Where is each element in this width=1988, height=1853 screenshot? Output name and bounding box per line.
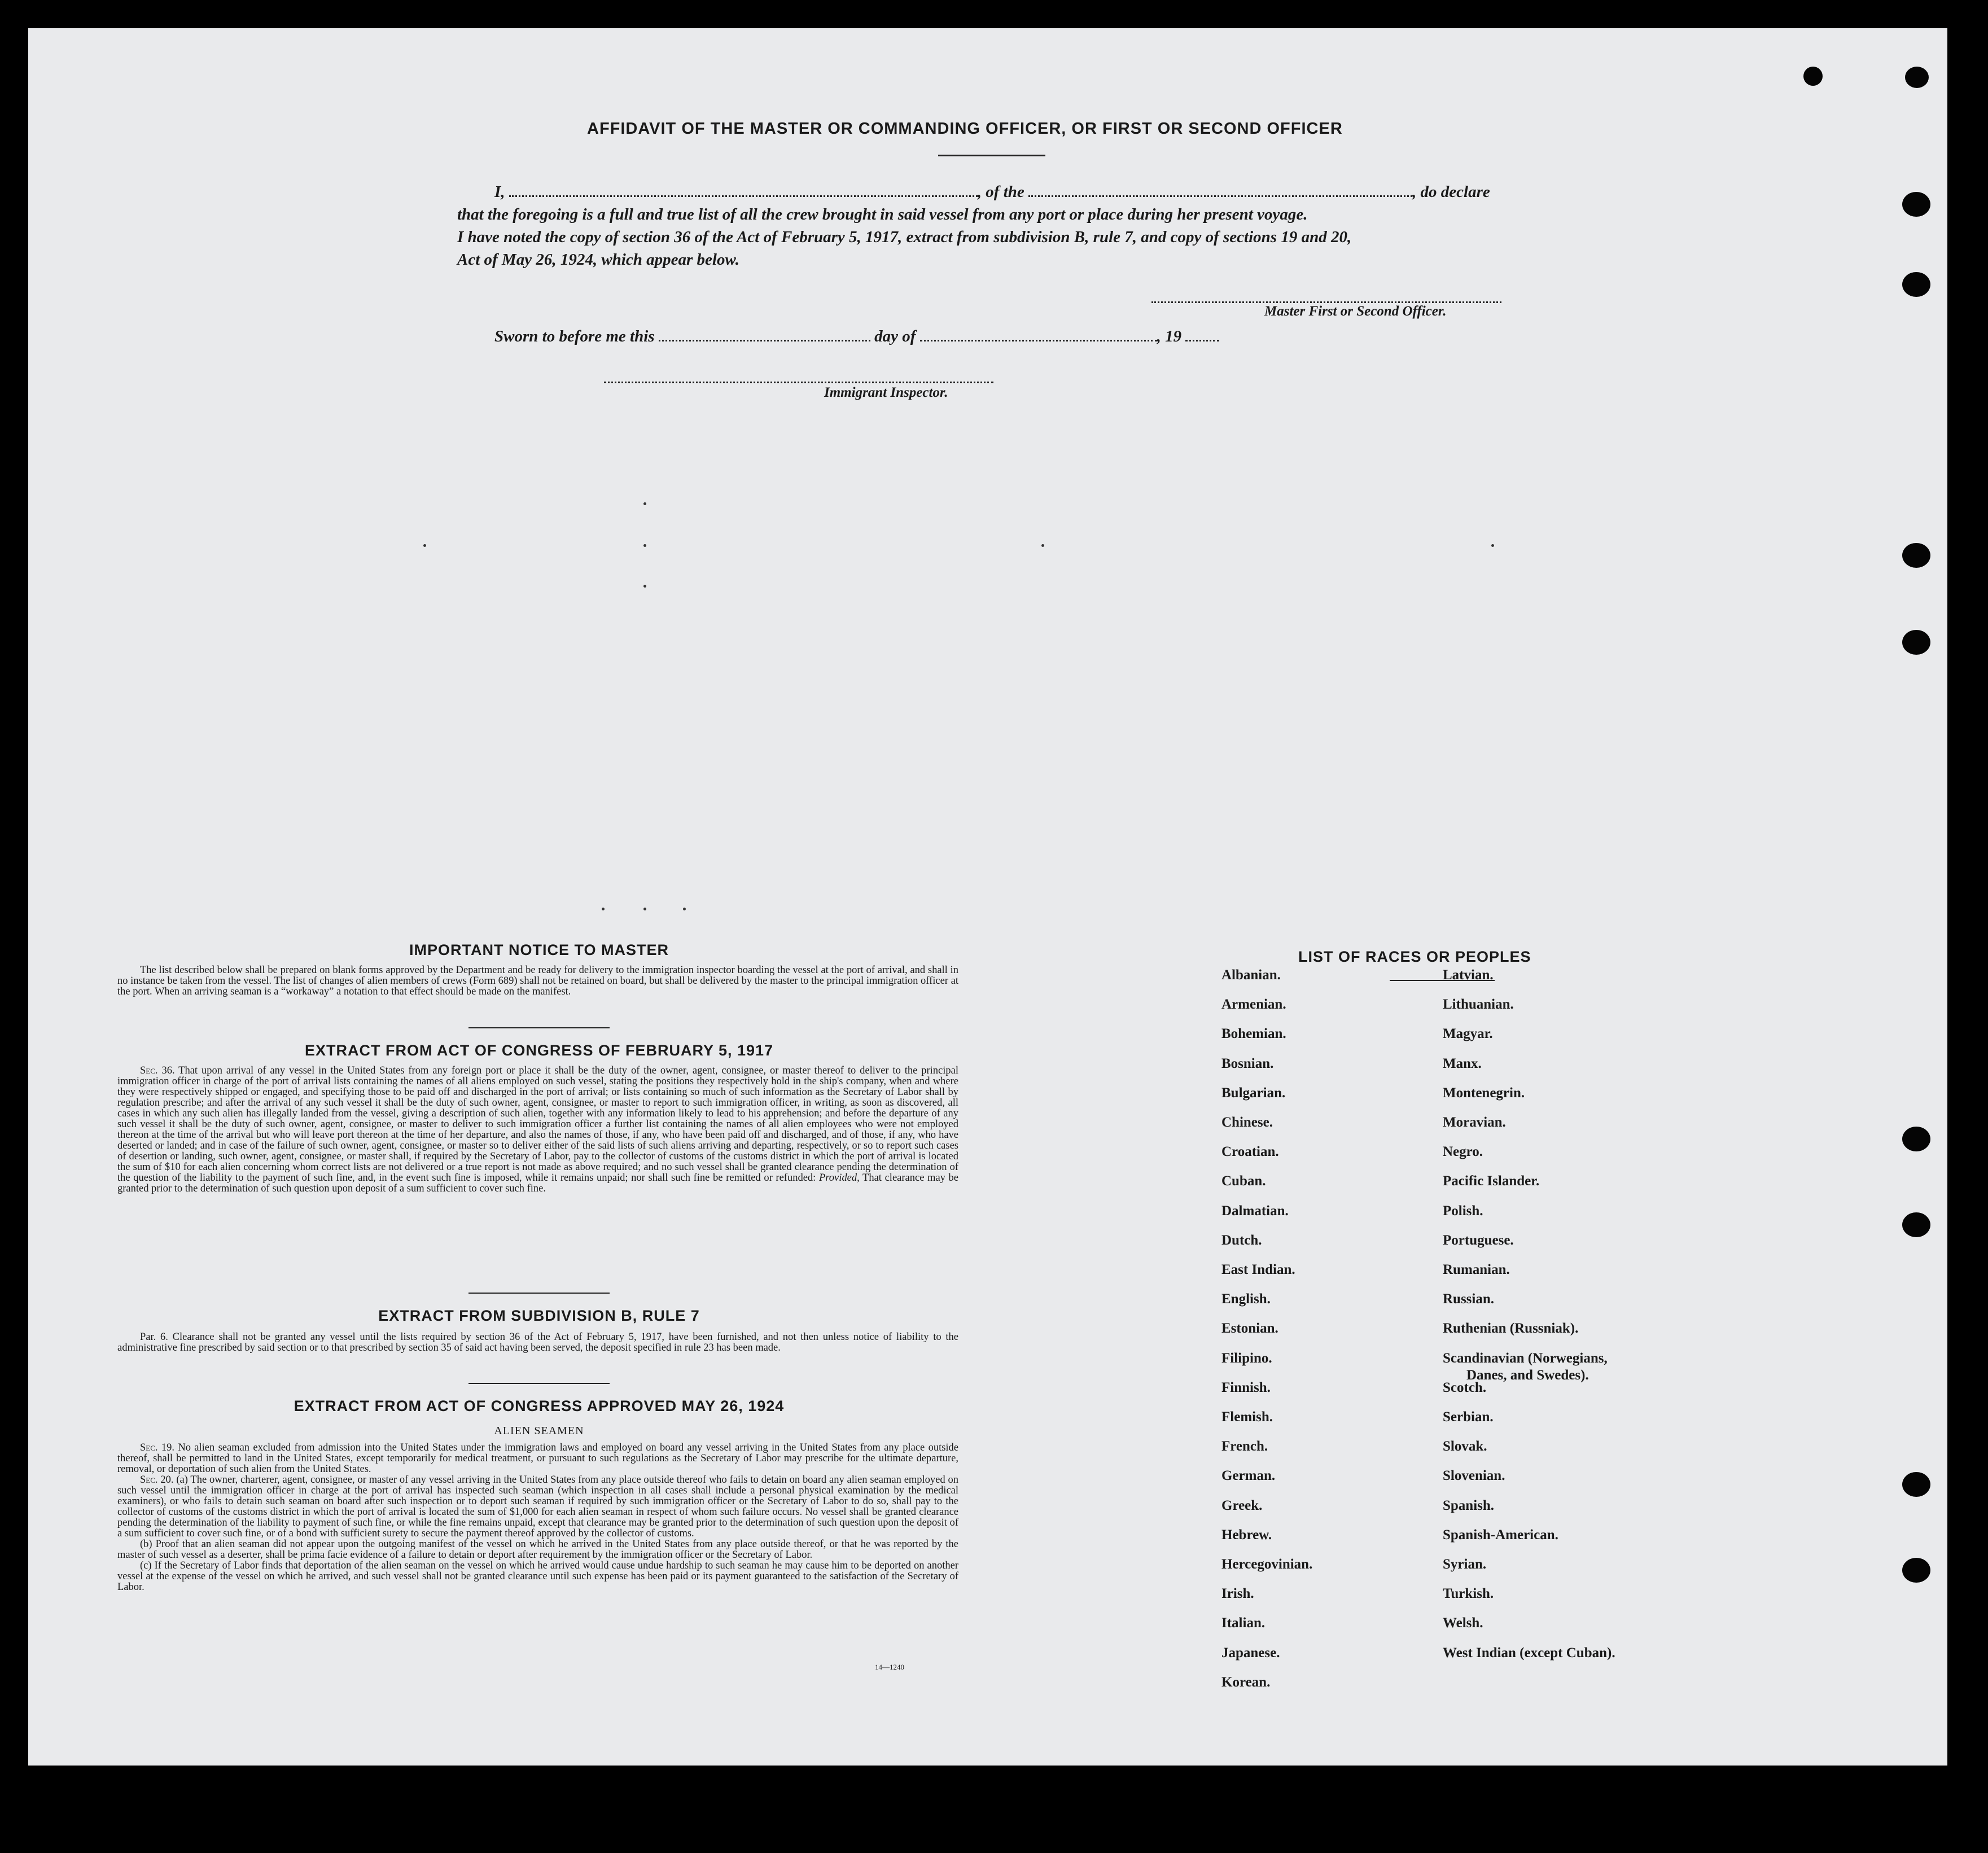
speck xyxy=(643,908,646,910)
race-item: Estonian. xyxy=(1221,1321,1278,1337)
vessel-blank[interactable] xyxy=(1028,182,1412,197)
race-item: Lithuanian. xyxy=(1443,997,1514,1013)
race-item: Serbian. xyxy=(1443,1409,1494,1425)
race-item: Armenian. xyxy=(1221,997,1286,1013)
form-sheet xyxy=(28,28,1947,1766)
month-blank[interactable] xyxy=(920,326,1157,341)
race-item: Filipino. xyxy=(1221,1350,1272,1366)
race-item: East Indian. xyxy=(1221,1262,1295,1277)
notice-text xyxy=(117,965,958,997)
race-item: Hercegovinian. xyxy=(1221,1557,1313,1572)
race-item: Moravian. xyxy=(1443,1115,1506,1130)
speck xyxy=(643,585,646,588)
race-item: Bulgarian. xyxy=(1221,1085,1286,1101)
race-item: Hebrew. xyxy=(1221,1527,1272,1543)
sec-36-text-end: That clearance may be granted prior to the determination of such question upon deposit of a sum sufficient to cover such fine. xyxy=(117,1172,959,1194)
race-item: Albanian. xyxy=(1221,967,1281,983)
race-item: Danes, and Swedes). xyxy=(1466,1367,1589,1383)
punch-hole xyxy=(1902,1558,1930,1583)
race-item: Slovak. xyxy=(1443,1439,1487,1455)
race-item: Dalmatian. xyxy=(1221,1203,1289,1219)
section-rule xyxy=(468,1293,610,1294)
race-item: Portuguese. xyxy=(1443,1232,1514,1248)
sec-20c-text: (c) If the Secretary of Labor finds that deportation of the alien seaman on the vessel on which he arrived would cause undue hardship to such seaman he may cause him to be deported on another vessel at the expense of the vessel on which he arrived, and such vessel shall not be granted clearance until such expense has been paid or its payment guaranteed to the satisfaction of the Secretary of Labor. xyxy=(117,1560,958,1593)
race-item: Scandinavian (Norwegians, xyxy=(1443,1350,1608,1366)
inspector-signature-line[interactable] xyxy=(604,382,993,383)
speck xyxy=(643,502,646,505)
race-item: French. xyxy=(1221,1439,1268,1455)
race-item: Negro. xyxy=(1443,1144,1483,1160)
extract-1924-text xyxy=(117,1443,958,1593)
race-item: Irish. xyxy=(1221,1586,1254,1602)
race-item: Turkish. xyxy=(1443,1586,1494,1602)
punch-hole xyxy=(1902,192,1930,217)
race-item: German. xyxy=(1221,1468,1276,1484)
declaration-do-declare: , do declare xyxy=(1412,183,1490,201)
race-item: Greek. xyxy=(1221,1497,1263,1513)
sec-36-label: Sec. 36. xyxy=(140,1065,175,1076)
alien-seamen-subtitle: ALIEN SEAMEN xyxy=(494,1425,584,1437)
race-item: Syrian. xyxy=(1443,1557,1487,1572)
declaration-line-2: that the foregoing is a full and true list of all the crew brought in said vessel from any port or place during her present voyage. xyxy=(457,205,1308,224)
race-item: Rumanian. xyxy=(1443,1262,1510,1277)
race-item: Polish. xyxy=(1443,1203,1483,1219)
extract-1924-title: EXTRACT FROM ACT OF CONGRESS APPROVED MAY 26, 1924 xyxy=(294,1398,785,1414)
punch-hole xyxy=(1902,1472,1930,1497)
race-item: West Indian (except Cuban). xyxy=(1443,1645,1615,1661)
day-of-label: day of xyxy=(874,327,916,345)
sec-19-text: No alien seaman excluded from admission into the United States under the immigration laws and employed on board any vessel arriving in the United States from any place outside thereof, shall be permitted to land in the United States, except temporarily for medical treatment, or pursuant to such regulations as the Secretary of Labor may prescribe for the ultimate departure, removal, or deportation of such alien from the United States. xyxy=(117,1442,959,1475)
notice-title: IMPORTANT NOTICE TO MASTER xyxy=(409,941,669,958)
punch-hole xyxy=(1902,1212,1930,1237)
punch-hole xyxy=(1902,1127,1930,1151)
races-title: LIST OF RACES OR PEOPLES xyxy=(1298,948,1531,965)
provided-label: Provided, xyxy=(818,1172,860,1184)
race-item: Montenegrin. xyxy=(1443,1085,1525,1101)
subdivision-b-text xyxy=(117,1332,958,1353)
race-item: Latvian. xyxy=(1443,967,1494,983)
section-rule xyxy=(468,1383,610,1384)
declaration-line-4: Act of May 26, 1924, which appear below. xyxy=(457,251,739,269)
race-item: Japanese. xyxy=(1221,1645,1280,1661)
punch-hole xyxy=(1905,67,1929,88)
master-signature-label: Master First or Second Officer. xyxy=(1264,304,1447,319)
declaration-text xyxy=(457,181,1564,271)
year-blank[interactable] xyxy=(1185,326,1219,341)
declaration-of-the: , of the xyxy=(977,183,1024,201)
section-rule xyxy=(468,1027,610,1028)
day-blank[interactable] xyxy=(659,326,870,341)
sec-20a-text: (a) The owner, charterer, agent, consignee, or master of any vessel arriving in the United States from any place outside thereof who fails to detain on board any alien seaman employed on such vessel until the immigration officer in charge at the port of arrival has inspected such seaman (which inspection in all cases shall include a personal physical examination by the medical examiners), or who fails to detain such seaman on board after such inspection or to deport such seaman if required by such immigration officer or the Secretary of Labor to do so, shall pay to the collector of customs of the customs district in which the port of arrival is located the sum of $1,000 for each alien seaman in respect of whom such failure occurs. No vessel shall be granted clearance pending the determination of the liability to payment of such fine, or while the fine remains unpaid, except that clearance may be granted prior to the determination of such question upon the deposit of a sum sufficient to cover such fine, or of a bond with sufficient surety to secure the payment thereof approved by the collector of customs. xyxy=(117,1474,959,1539)
race-item: Italian. xyxy=(1221,1615,1266,1631)
speck xyxy=(643,544,646,547)
title-rule xyxy=(938,155,1045,156)
punch-hole xyxy=(1902,272,1930,297)
race-item: Croatian. xyxy=(1221,1144,1279,1160)
declaration-i: I, xyxy=(494,183,505,201)
year-label: , 19 xyxy=(1157,327,1182,345)
race-item: Dutch. xyxy=(1221,1232,1262,1248)
race-item: Manx. xyxy=(1443,1055,1482,1071)
form-number: 14—1240 xyxy=(875,1663,904,1671)
affidavit-title: AFFIDAVIT OF THE MASTER OR COMMANDING OFFICER, OR FIRST OR SECOND OFFICER xyxy=(587,120,1343,138)
race-item: Flemish. xyxy=(1221,1409,1273,1425)
extract-1917-title: EXTRACT FROM ACT OF CONGRESS OF FEBRUARY 5, 1917 xyxy=(304,1042,774,1059)
punch-hole xyxy=(1902,543,1930,568)
speck xyxy=(1041,544,1044,547)
race-item: Magyar. xyxy=(1443,1026,1493,1042)
race-item: Bosnian. xyxy=(1221,1055,1274,1071)
name-blank[interactable] xyxy=(509,182,978,197)
punch-hole xyxy=(1902,630,1930,655)
race-item: Pacific Islander. xyxy=(1443,1173,1540,1189)
declaration-line-3: I have noted the copy of section 36 of the Act of February 5, 1917, extract from subdivision B, rule 7, and copy of sections 19 and 20, xyxy=(457,228,1352,246)
speck xyxy=(1491,544,1494,547)
race-item: Slovenian. xyxy=(1443,1468,1505,1484)
subdivision-b-title: EXTRACT FROM SUBDIVISION B, RULE 7 xyxy=(378,1307,700,1324)
race-item: Spanish. xyxy=(1443,1497,1495,1513)
race-item: Spanish-American. xyxy=(1443,1527,1558,1543)
race-item: Russian. xyxy=(1443,1291,1495,1307)
race-item: Welsh. xyxy=(1443,1615,1483,1631)
master-signature-line[interactable] xyxy=(1151,301,1501,303)
speck xyxy=(602,908,605,910)
race-item: Ruthenian (Russniak). xyxy=(1443,1321,1579,1337)
race-item: Finnish. xyxy=(1221,1379,1271,1395)
race-item: English. xyxy=(1221,1291,1271,1307)
sec-20-label: Sec. 20. xyxy=(140,1474,174,1486)
sec-19-label: Sec. 19. xyxy=(140,1442,174,1453)
sworn-line xyxy=(494,326,1219,346)
sec-20b-text: (b) Proof that an alien seaman did not appear upon the outgoing manifest of the vessel on which he arrived in the United States from any place outside thereof, or that he was reported by the master of such vessel as a deserter, shall be prima facie evidence of a failure to detain or deport after requirement by the immigration officer or the Secretary of Labor. xyxy=(117,1539,958,1561)
speck xyxy=(423,544,426,547)
inspector-signature-label: Immigrant Inspector. xyxy=(824,385,948,400)
subdivision-b-paragraph: Par. 6. Clearance shall not be granted any vessel until the lists required by section 36 of the Act of February 5, 1917, have been furnished, and not then unless notice of liability to the administrative fine prescribed by said section or to that prescribed by section 35 of said act having been served, the deposit specified in rule 23 has been made. xyxy=(117,1331,958,1353)
race-item: Cuban. xyxy=(1221,1173,1266,1189)
punch-hole xyxy=(1803,67,1823,86)
race-item: Chinese. xyxy=(1221,1115,1273,1130)
race-item: Scotch. xyxy=(1443,1379,1487,1395)
race-item: Bohemian. xyxy=(1221,1026,1286,1042)
notice-paragraph: The list described below shall be prepared on blank forms approved by the Department and be ready for delivery to the immigration inspector boarding the vessel at the port of arrival, and shall in no instance be taken from the vessel. The list of changes of alien members of crews (Form 689) shall not be retained on board, but shall be delivered by the master to the principal immigration officer at the port. When an arriving seaman is a “workaway” a notation to that effect should be made on the manifest. xyxy=(117,965,958,997)
sec-36-text: That upon arrival of any vessel in the United States from any foreign port or place it shall be the duty of the owner, agent, consignee, or master thereof to deliver to the principal immigration officer in charge of the port of arrival lists containing the names of all aliens employed on such vessel, stating the positions they respectively hold in the ship's company, when and where they were respectively shipped or engaged, and specifying those to be paid off and discharged in the port of arrival; or lists containing so much of such information as the Secretary of Labor shall by regulation prescribe; and after the arrival of any such vessel it shall be the duty of such owner, agent, consignee, or master to report to such immigration officer, in writing, as soon as discovered, all cases in which any such alien has illegally landed from the vessel, giving a description of such alien, together with any information likely to lead to his apprehension; and before the departure of any such vessel it shall be the duty of such owner, agent, consignee, or master to deliver to such immigration officer a further list containing the names of all alien employees who were not employed thereon at the time of the arrival but who will leave port thereon at the time of her departure, and also the names of those, if any, who have been paid off and discharged, and of those, if any, who have deserted or landed; and in case of the failure of such owner, agent, consignee, or master so to deliver either of the said lists of such aliens arriving and departing, respectively, or so to report such cases of desertion or landing, such owner, agent, consignee, or master shall, if required by the Secretary of Labor, pay to the collector of customs of the customs district in which the port of arrival is located the sum of $10 for each alien concerning whom correct lists are not delivered or a true report is not made as above required; and no such vessel shall be granted clearance pending the determination of the question of the liability to the payment of such fine, and, in the event such fine is imposed, while it remains unpaid; nor shall such fine be remitted or refunded: xyxy=(117,1065,959,1184)
sworn-label: Sworn to before me this xyxy=(494,327,655,345)
extract-1917-text xyxy=(117,1066,958,1194)
speck xyxy=(683,908,686,910)
race-item: Korean. xyxy=(1221,1674,1271,1690)
